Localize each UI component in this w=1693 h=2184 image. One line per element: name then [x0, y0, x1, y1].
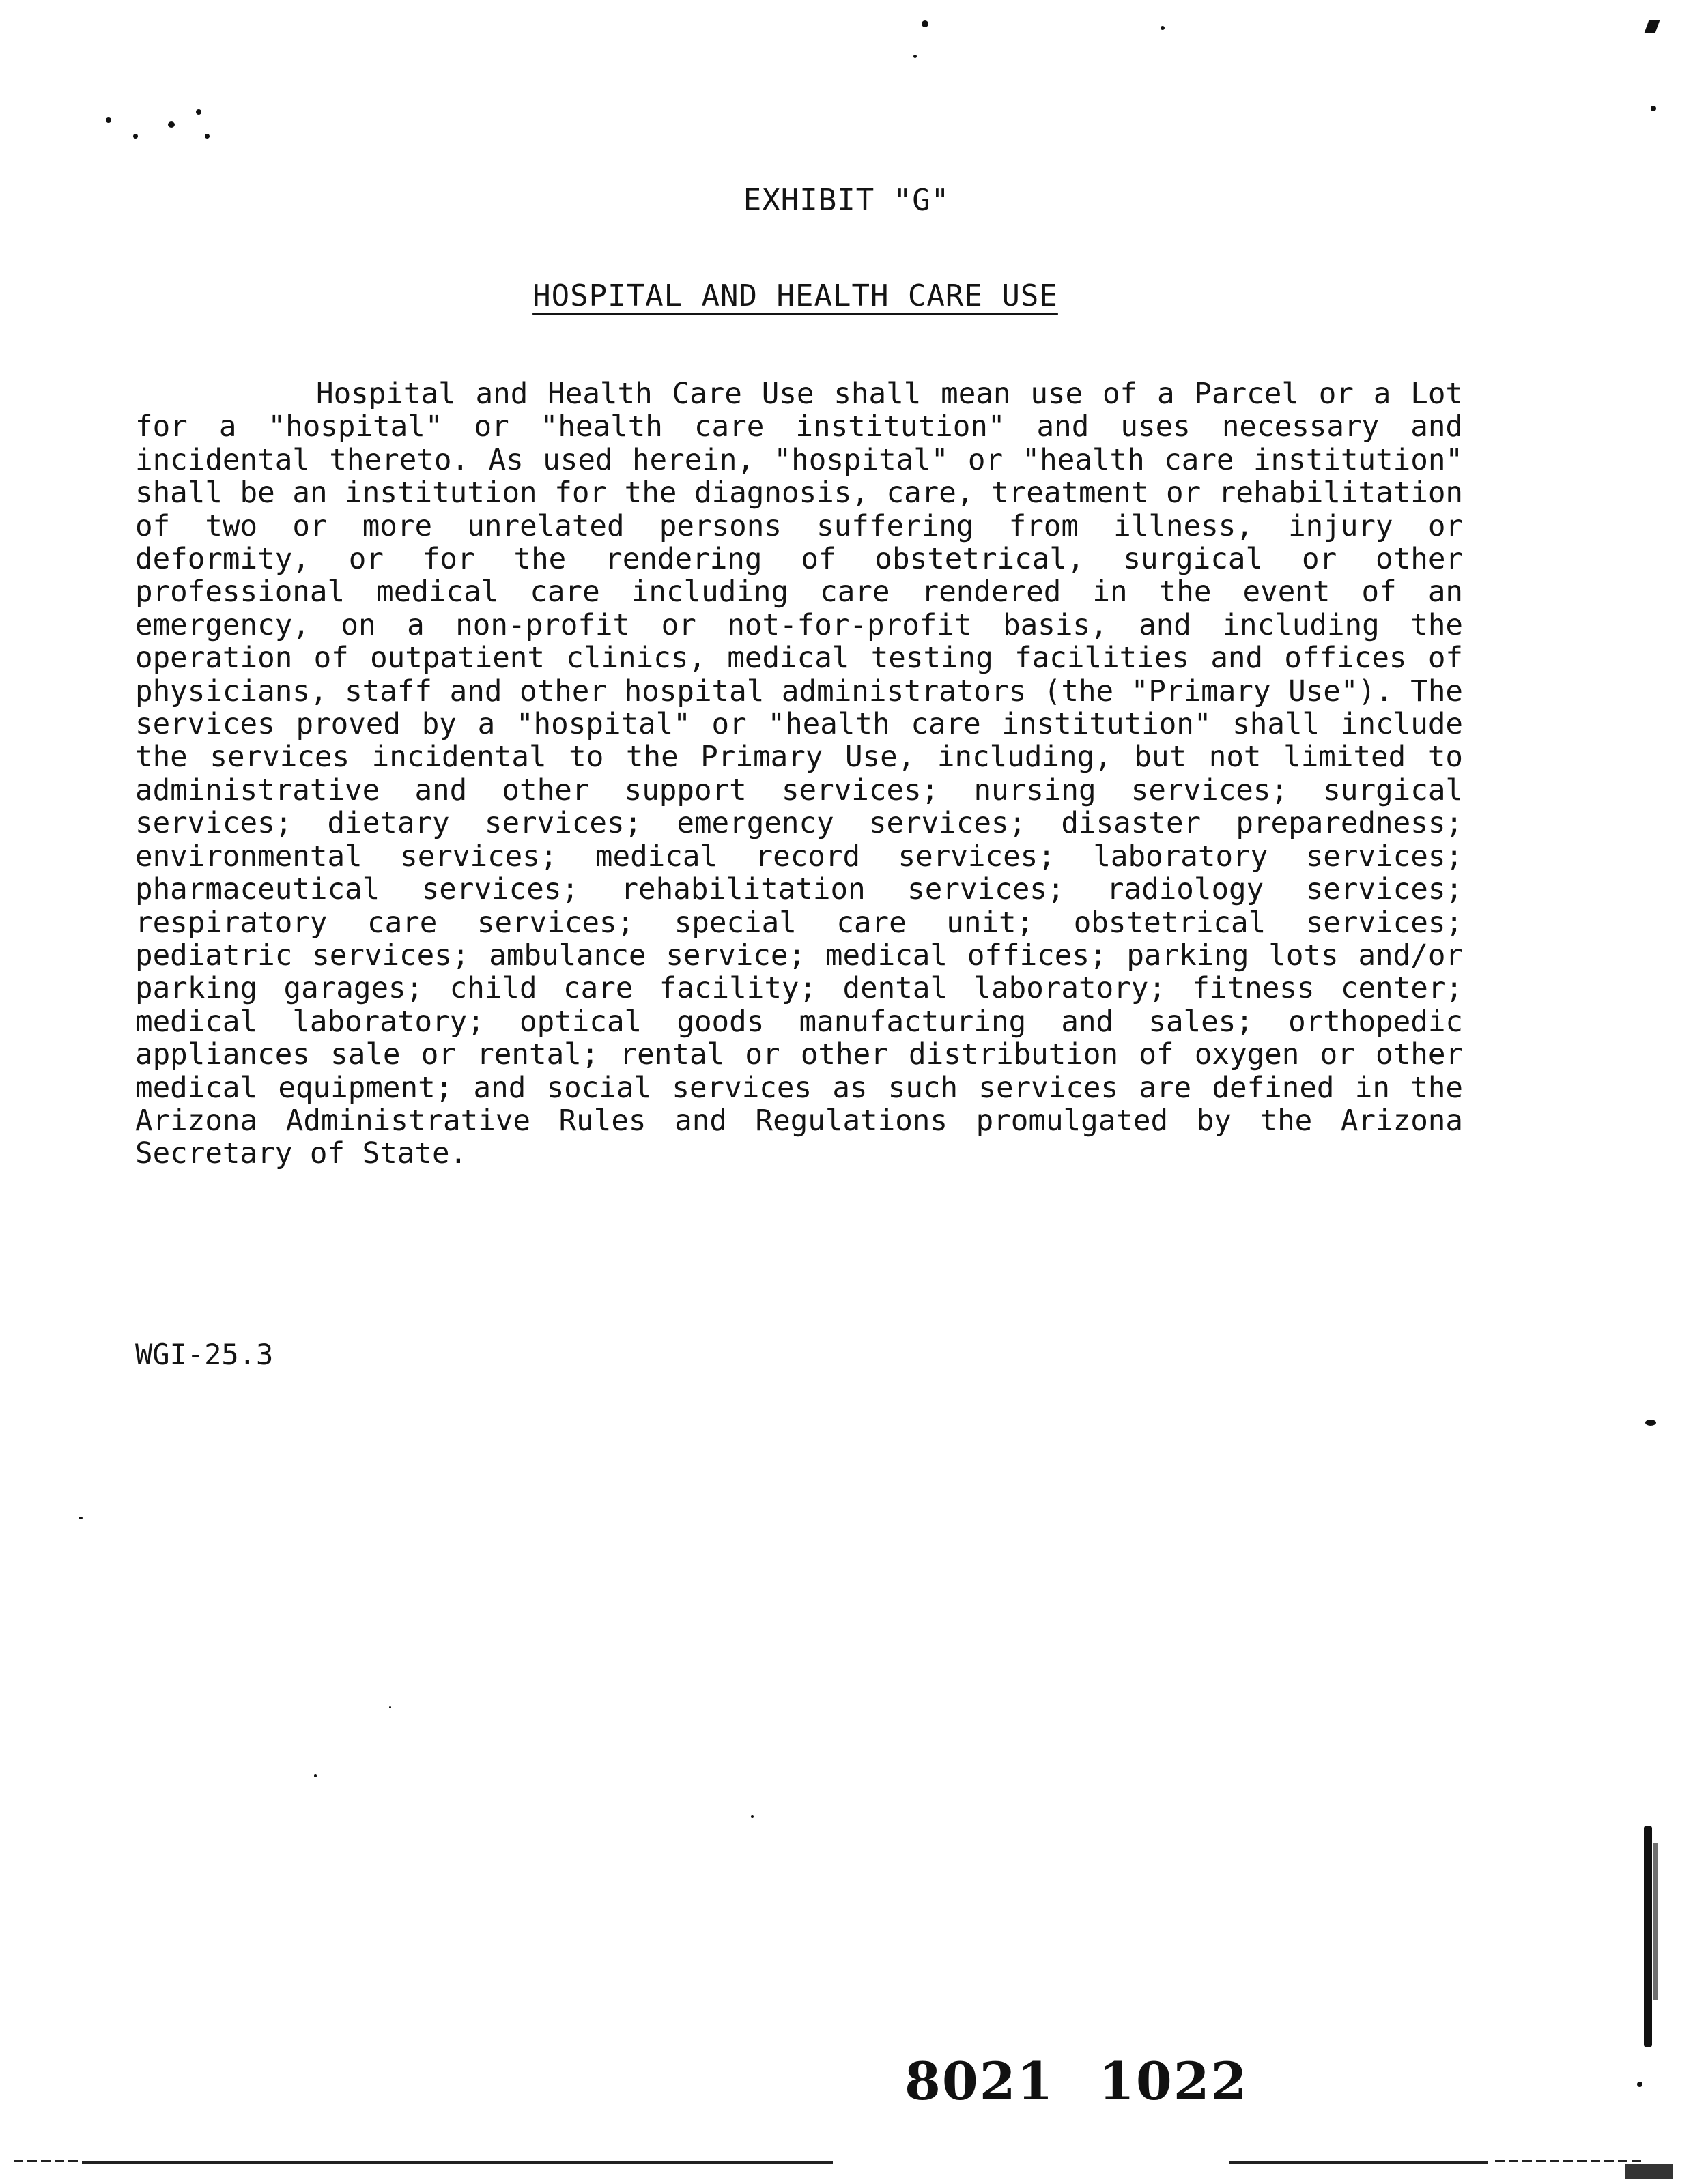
document-reference: WGI-25.3	[135, 1338, 274, 1371]
section-heading-text: HOSPITAL AND HEALTH CARE USE	[532, 278, 1058, 313]
section-heading	[0, 278, 1591, 313]
recording-number: 8021 1022	[905, 2051, 1249, 2112]
exhibit-title: EXHIBIT "G"	[743, 183, 950, 218]
body-paragraph: Hospital and Health Care Use shall mean use of a Parcel or a Lot for a "hospital" or "health care institution" and uses necessary and incidental thereto. As used herein, "hospital" or "health care institution" shall be an institution for the diagnosis, care, treatment or rehabilitation of two or more unrelated persons suffering from illness, injury or deformity, or for the rendering of obstetrical, surgical or other professional medical care including care rendered in the event of an emergency, on a non-profit or not-for-profit basis, and including the operation of outpatient clinics, medical testing facilities and offices of physicians, staff and other hospital administrators (the "Primary Use"). The services proved by a "hospital" or "health care institution" shall include the services incidental to the Primary Use, including, but not limited to administrative and other support services; nursing services; surgical services; dietary services; emergency services; disaster preparedness; environmental services; medical record services; laboratory services; pharmaceutical services; rehabilitation services; radiology services; respiratory care services; special care unit; obstetrical services; pediatric services; ambulance service; medical offices; parking lots and/or parking garages; child care facility; dental laboratory; fitness center; medical laboratory; optical goods manufacturing and sales; orthopedic appliances sale or rental; rental or other distribution of oxygen or other medical equipment; and social services as such services are defined in the Arizona Administrative Rules and Regulations promulgated by the Arizona Secretary of State.	[135, 377, 1463, 1171]
